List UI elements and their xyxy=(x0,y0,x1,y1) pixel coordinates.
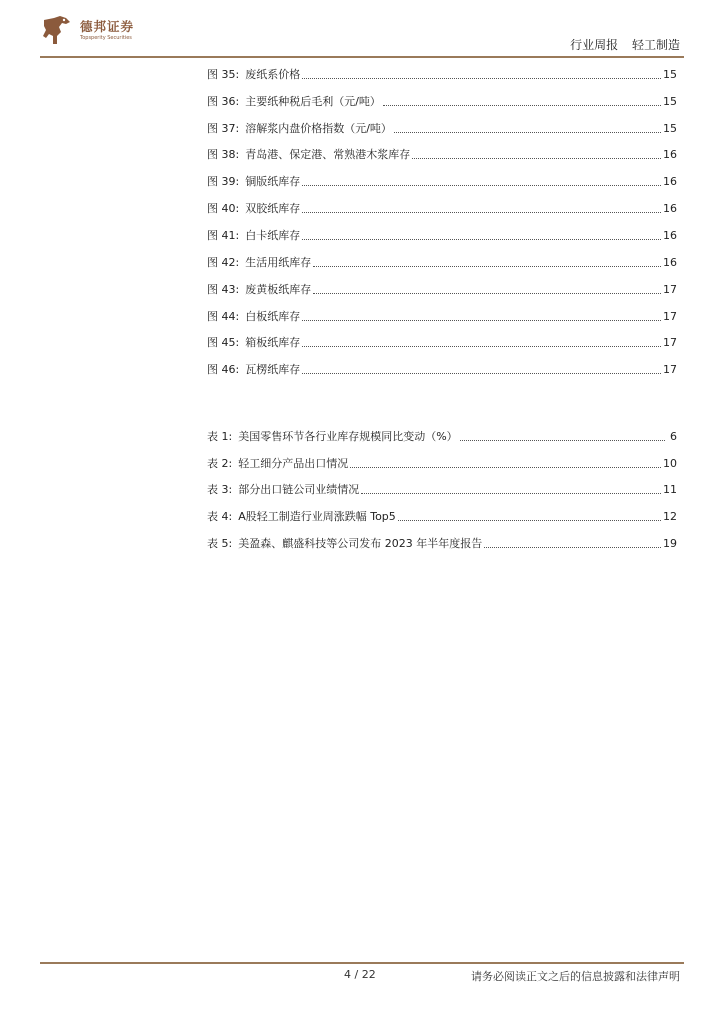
toc-entry-label: 图 41: xyxy=(207,229,240,242)
toc-entry-page: 11 xyxy=(663,483,677,496)
toc-entry-table-3[interactable] xyxy=(207,483,677,497)
logo-dog-icon xyxy=(40,14,74,48)
toc-leader-dots xyxy=(460,440,665,441)
footer-divider xyxy=(40,962,684,964)
toc-entry-label: 图 35: xyxy=(207,68,240,81)
toc-entry-title: 美国零售环节各行业库存规模同比变动（%） xyxy=(238,430,458,443)
toc-leader-dots xyxy=(361,493,661,494)
toc-entry-title: 美盈森、麒盛科技等公司发布 2023 年半年度报告 xyxy=(238,537,483,550)
toc-entry-page: 16 xyxy=(663,202,677,215)
toc-entry-page: 17 xyxy=(663,363,677,376)
toc-entry-page: 10 xyxy=(663,457,677,470)
page-number: 4 / 22 xyxy=(344,968,376,981)
logo-chinese-name: 德邦证券 xyxy=(80,19,135,34)
toc-entry-figure-35[interactable] xyxy=(207,68,677,82)
logo-english-name: Topsperity Securities xyxy=(80,35,132,41)
toc-entry-page: 16 xyxy=(663,148,677,161)
toc-entry-title: 白卡纸库存 xyxy=(245,229,301,242)
toc-entry-label: 图 44: xyxy=(207,310,240,323)
report-category: 行业周报 xyxy=(570,38,619,52)
toc-entry-figure-45[interactable] xyxy=(207,336,677,350)
toc-entry-page: 6 xyxy=(670,430,677,443)
toc-leader-dots xyxy=(484,547,661,548)
toc-entry-figure-44[interactable] xyxy=(207,310,677,324)
toc-entry-label: 表 3: xyxy=(207,483,233,496)
toc-entry-table-1[interactable] xyxy=(207,430,677,444)
toc-entry-title: 部分出口链公司业绩情况 xyxy=(238,483,360,496)
toc-entry-label: 图 42: xyxy=(207,256,240,269)
toc-entry-label: 图 46: xyxy=(207,363,240,376)
toc-entry-title: A股轻工制造行业周涨跌幅 Top5 xyxy=(238,510,396,523)
toc-entry-label: 表 5: xyxy=(207,537,233,550)
toc-entry-title: 瓦楞纸库存 xyxy=(245,363,301,376)
report-industry: 轻工制造 xyxy=(631,38,680,52)
toc-entry-label: 表 1: xyxy=(207,430,233,443)
toc-entry-page: 19 xyxy=(663,537,677,550)
toc-entry-page: 16 xyxy=(663,175,677,188)
toc-entry-label: 图 45: xyxy=(207,336,240,349)
toc-entry-figure-39[interactable] xyxy=(207,175,677,189)
toc-entry-page: 16 xyxy=(663,256,677,269)
toc-leader-dots xyxy=(383,105,661,106)
toc-entry-title: 生活用纸库存 xyxy=(245,256,312,269)
toc-entry-title: 白板纸库存 xyxy=(245,310,301,323)
toc-leader-dots xyxy=(313,266,661,267)
toc-entry-title: 主要纸种税后毛利（元/吨） xyxy=(245,95,381,108)
toc-entry-figure-38[interactable] xyxy=(207,148,677,162)
disclaimer-note: 请务必阅读正文之后的信息披露和法律声明 xyxy=(471,970,680,983)
toc-entry-title: 废黄板纸库存 xyxy=(245,283,312,296)
toc-entry-figure-46[interactable] xyxy=(207,363,677,377)
toc-entry-title: 箱板纸库存 xyxy=(245,336,301,349)
toc-leader-dots xyxy=(350,467,661,468)
toc-leader-dots xyxy=(302,373,661,374)
toc-leader-dots xyxy=(302,239,661,240)
toc-entry-page: 17 xyxy=(663,283,677,296)
toc-entry-figure-43[interactable] xyxy=(207,283,677,297)
toc-leader-dots xyxy=(394,132,661,133)
toc-entry-title: 双胶纸库存 xyxy=(245,202,301,215)
toc-entry-title: 废纸系价格 xyxy=(245,68,301,81)
toc-leader-dots xyxy=(302,185,661,186)
toc-entry-label: 表 4: xyxy=(207,510,233,523)
toc-leader-dots xyxy=(313,293,661,294)
toc-entry-page: 12 xyxy=(663,510,677,523)
toc-entry-page: 16 xyxy=(663,229,677,242)
toc-leader-dots xyxy=(302,78,661,79)
toc-entry-page: 17 xyxy=(663,336,677,349)
toc-entry-label: 图 37: xyxy=(207,122,240,135)
toc-entry-title: 溶解浆内盘价格指数（元/吨） xyxy=(245,122,392,135)
toc-entry-page: 17 xyxy=(663,310,677,323)
toc-entry-label: 图 40: xyxy=(207,202,240,215)
toc-entry-figure-36[interactable] xyxy=(207,95,677,109)
toc-entry-page: 15 xyxy=(663,68,677,81)
toc-leader-dots xyxy=(398,520,661,521)
toc-entry-label: 图 38: xyxy=(207,148,240,161)
toc-leader-dots xyxy=(412,158,661,159)
toc-entry-title: 轻工细分产品出口情况 xyxy=(238,457,349,470)
toc-entry-page: 15 xyxy=(663,95,677,108)
toc-entry-figure-41[interactable] xyxy=(207,229,677,243)
toc-entry-figure-40[interactable] xyxy=(207,202,677,216)
toc-entry-figure-37[interactable] xyxy=(207,122,677,136)
toc-entry-label: 图 43: xyxy=(207,283,240,296)
toc-entry-page: 15 xyxy=(663,122,677,135)
toc-entry-label: 图 39: xyxy=(207,175,240,188)
toc-leader-dots xyxy=(302,346,661,347)
toc-entry-title: 青岛港、保定港、常熟港木浆库存 xyxy=(245,148,411,161)
toc-entry-figure-42[interactable] xyxy=(207,256,677,270)
toc-entry-title: 铜版纸库存 xyxy=(245,175,301,188)
company-logo xyxy=(40,14,140,54)
toc-entry-table-5[interactable] xyxy=(207,537,677,551)
page-header xyxy=(0,0,724,60)
toc-entry-table-2[interactable] xyxy=(207,457,677,471)
toc-entry-label: 图 36: xyxy=(207,95,240,108)
header-divider xyxy=(40,56,684,58)
header-report-type xyxy=(570,36,680,53)
toc-entry-table-4[interactable] xyxy=(207,510,677,524)
toc-entry-label: 表 2: xyxy=(207,457,233,470)
toc-leader-dots xyxy=(302,212,661,213)
toc-leader-dots xyxy=(302,320,661,321)
